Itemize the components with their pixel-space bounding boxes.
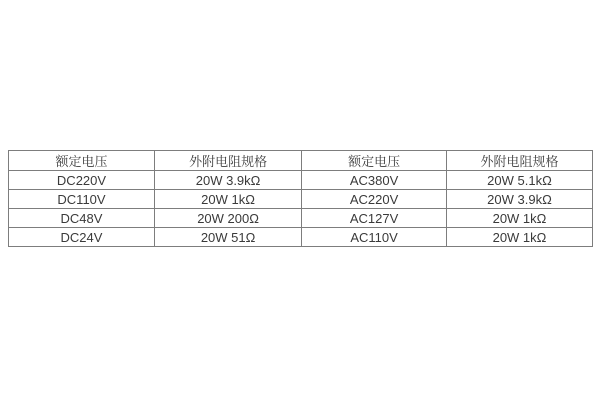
cell-dc-resistor-spec: 20W 3.9kΩ [155,171,302,190]
cell-ac-resistor-spec: 20W 5.1kΩ [446,171,592,190]
resistor-spec-table-container [8,150,593,247]
cell-dc-voltage: DC24V [9,228,155,247]
cell-dc-voltage: DC220V [9,171,155,190]
table-row [9,190,593,209]
table-row [9,209,593,228]
header-external-resistor-spec-dc: 外附电阻规格 [155,151,302,171]
table-row [9,228,593,247]
cell-ac-voltage: AC127V [302,209,447,228]
cell-dc-resistor-spec: 20W 51Ω [155,228,302,247]
header-rated-voltage-ac: 额定电压 [302,151,447,171]
table-row [9,171,593,190]
cell-ac-voltage: AC220V [302,190,447,209]
header-rated-voltage-dc: 额定电压 [9,151,155,171]
cell-ac-voltage: AC110V [302,228,447,247]
table-header-row [9,151,593,171]
cell-dc-voltage: DC48V [9,209,155,228]
cell-dc-resistor-spec: 20W 200Ω [155,209,302,228]
resistor-spec-table [8,150,593,247]
cell-ac-resistor-spec: 20W 1kΩ [446,228,592,247]
cell-ac-resistor-spec: 20W 3.9kΩ [446,190,592,209]
cell-ac-voltage: AC380V [302,171,447,190]
cell-dc-resistor-spec: 20W 1kΩ [155,190,302,209]
cell-dc-voltage: DC110V [9,190,155,209]
header-external-resistor-spec-ac: 外附电阻规格 [446,151,592,171]
cell-ac-resistor-spec: 20W 1kΩ [446,209,592,228]
